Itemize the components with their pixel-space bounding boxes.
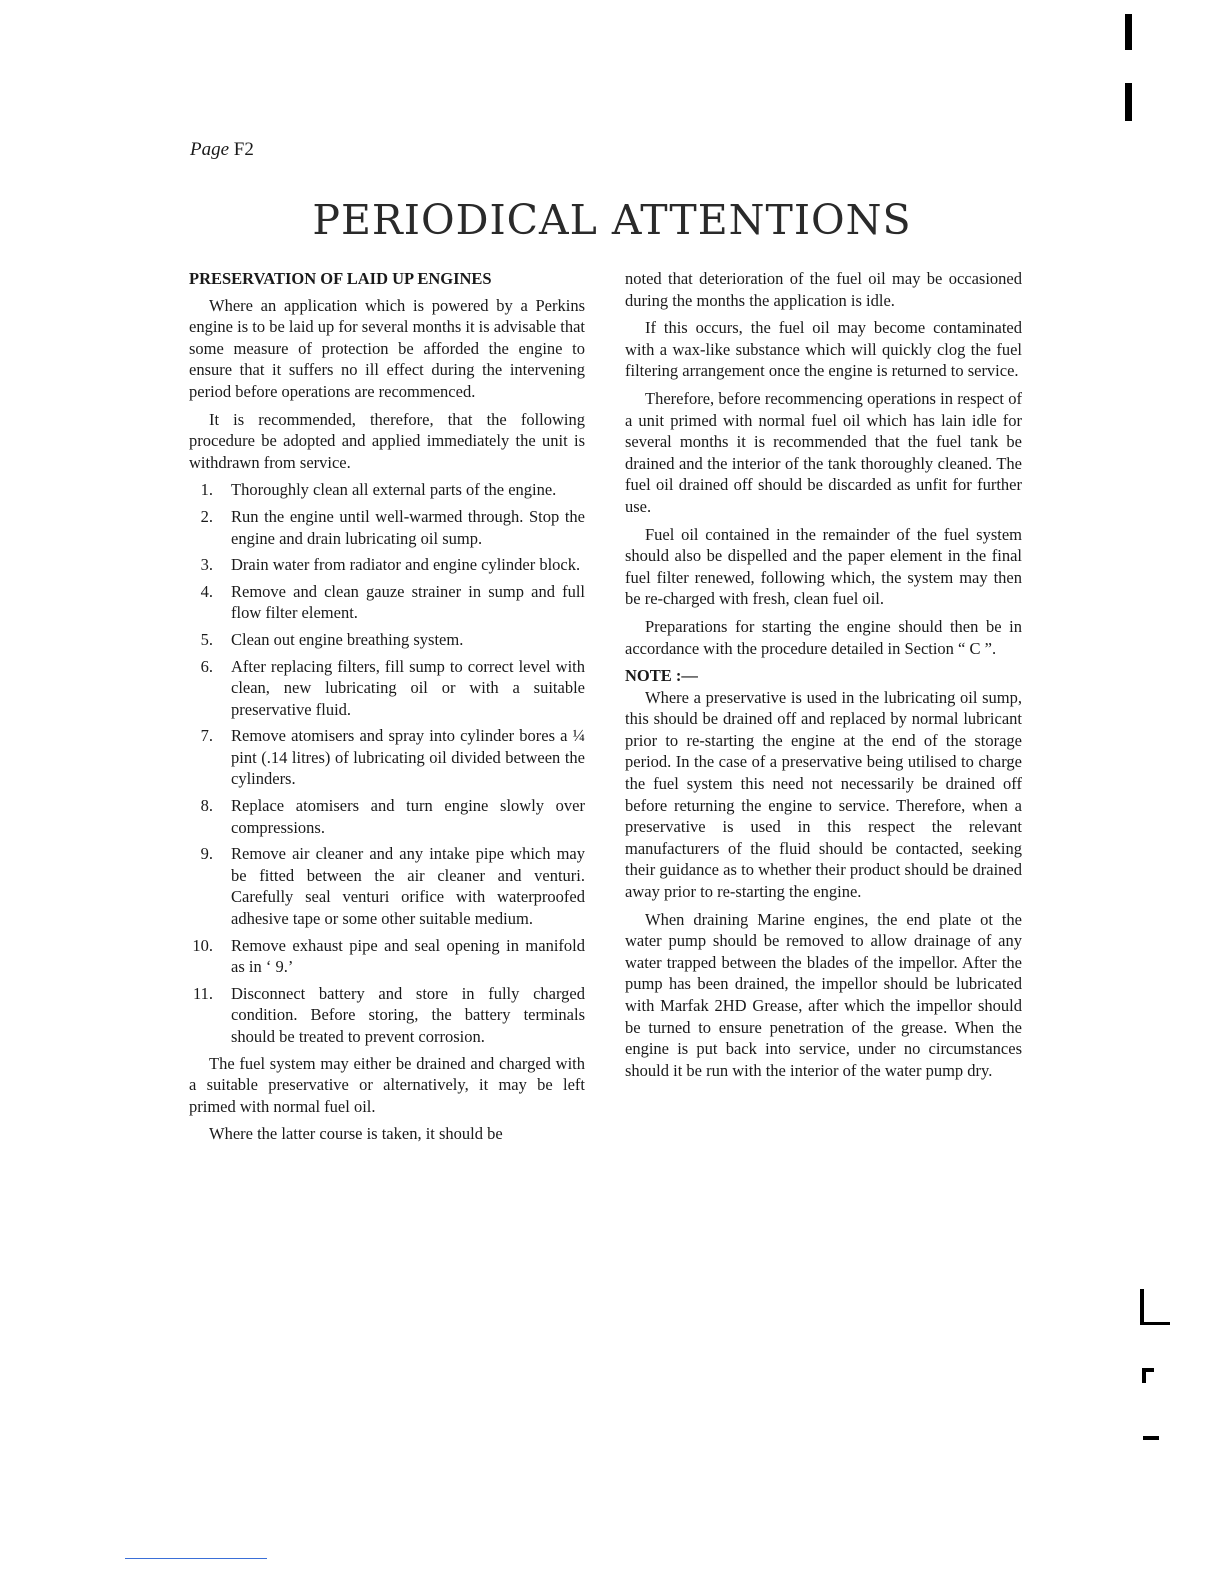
- note-paragraph: Where a preservative is used in the lubricating oil sump, this should be drained off and replaced by normal lubricant prior to re-starting the engine at the end of the storage period. In the case of a preservative being utilised to charge the fuel system this need not necessarily be drained off before returning the engine to service. Therefore, when a preservative is used in this respect the relevant manufacturers of the fluid should be contacted, seeking their guidance as to whether their product should be drained away prior to re-starting the engine.: [625, 687, 1022, 902]
- list-item: [189, 581, 585, 624]
- step-text: Clean out engine breathing system.: [231, 629, 464, 649]
- body-paragraph: Preparations for starting the engine should then be in accordance with the procedure detailed in Section “ C ”.: [625, 616, 1022, 658]
- step-text: Disconnect battery and store in fully charged condition. Before storing, the battery terminals should be treated to prevent corrosion.: [231, 983, 585, 1046]
- page-title: PERIODICAL ATTENTIONS: [312, 196, 912, 244]
- continued-paragraph: noted that deterioration of the fuel oil may be occasioned during the months the application is idle.: [625, 269, 1022, 310]
- list-item: [189, 554, 585, 576]
- step-number: 8.: [200, 796, 213, 816]
- step-number: 2.: [200, 506, 213, 526]
- step-text: Remove exhaust pipe and seal opening in manifold as in ‘ 9.’: [231, 935, 585, 977]
- step-number: 5.: [200, 629, 213, 649]
- note-paragraph: When draining Marine engines, the end plate ot the water pump should be removed to allow drainage of any water trapped between the blades of the impellor. After the pump has been drained, the impellor should be lubricated with Marfak 2HD Grease, after which the impellor should be turned to ensure penetration of the grease. When the engine is put back into service, under no circumstances should it be run with the interior of the water pump dry.: [625, 909, 1022, 1080]
- right-column: [625, 268, 1022, 1087]
- list-item: [189, 629, 585, 651]
- step-text: Replace atomisers and turn engine slowly over compressions.: [231, 796, 585, 837]
- step-text: Drain water from radiator and engine cylinder block.: [231, 555, 581, 575]
- left-column: [189, 268, 585, 1151]
- step-text: Thoroughly clean all external parts of the engine.: [231, 480, 557, 500]
- step-number: 11.: [192, 983, 213, 1003]
- list-item: [189, 656, 585, 721]
- margin-mark: [1140, 1289, 1144, 1325]
- list-item: [189, 983, 585, 1048]
- step-number: 4.: [200, 581, 213, 601]
- intro-paragraph: It is recommended, therefore, that the following procedure be adopted and applied immediately the unit is withdrawn from service.: [189, 409, 585, 472]
- page-label-word: Page: [190, 139, 230, 160]
- page-number: F2: [233, 139, 254, 160]
- body-paragraph: Where the latter course is taken, it should be: [209, 1124, 503, 1144]
- procedure-list: [189, 479, 585, 1047]
- step-number: 3.: [200, 555, 213, 575]
- margin-mark: [1143, 1436, 1159, 1440]
- margin-mark: [1140, 1322, 1170, 1325]
- margin-mark: [1125, 83, 1132, 121]
- body-paragraph: If this occurs, the fuel oil may become contaminated with a wax-like substance which will quickly clog the fuel filtering arrangement once the engine is returned to service.: [625, 318, 1022, 381]
- note-heading: NOTE :—: [625, 666, 698, 686]
- step-number: 6.: [200, 656, 213, 676]
- page-label: [190, 139, 254, 161]
- body-paragraph: Therefore, before recommencing operations in respect of a unit primed with normal fuel oil which has lain idle for several months it is recommended that the fuel tank be drained and the interior of the tank thoroughly cleaned. The fuel oil drained off should be discarded as unfit for further use.: [625, 388, 1022, 516]
- step-text: Remove and clean gauze strainer in sump and full flow filter element.: [231, 581, 585, 623]
- margin-mark: [1142, 1368, 1154, 1372]
- list-item: [189, 479, 585, 501]
- section-heading: PRESERVATION OF LAID UP ENGINES: [189, 269, 492, 288]
- step-number: 9.: [200, 844, 213, 864]
- list-item: [189, 725, 585, 790]
- footnote-rule: [125, 1558, 267, 1559]
- body-paragraph: The fuel system may either be drained and charged with a suitable preservative or alternatively, it may be left primed with normal fuel oil.: [189, 1053, 585, 1116]
- intro-paragraph: Where an application which is powered by a Perkins engine is to be laid up for several months it is advisable that some measure of protection be afforded the engine to ensure that it suffers no ill effect during the intervening period before operations are recommenced.: [189, 295, 585, 401]
- step-text: Run the engine until well-warmed through. Stop the engine and drain lubricating oil sump.: [231, 506, 585, 548]
- step-text: Remove air cleaner and any intake pipe which may be fitted between the air cleaner and venturi. Carefully seal venturi orifice with waterproofed adhesive tape or some other suitable medium.: [231, 844, 585, 929]
- list-item: [189, 506, 585, 549]
- list-item: [189, 843, 585, 929]
- body-paragraph: Fuel oil contained in the remainder of the fuel system should also be dispelled and the paper element in the final fuel filter renewed, following which, the system may then be re-charged with fresh, clean fuel oil.: [625, 524, 1022, 609]
- step-number: 1.: [200, 480, 213, 500]
- list-item: [189, 795, 585, 838]
- step-number: 7.: [200, 726, 213, 746]
- list-item: [189, 935, 585, 978]
- margin-mark: [1125, 14, 1132, 50]
- step-text: After replacing filters, fill sump to correct level with clean, new lubricating oil or with a suitable preservative fluid.: [231, 656, 585, 719]
- step-number: 10.: [192, 935, 213, 955]
- step-text: Remove atomisers and spray into cylinder bores a ¼ pint (.14 litres) of lubricating oil divided between the cylinders.: [231, 726, 585, 789]
